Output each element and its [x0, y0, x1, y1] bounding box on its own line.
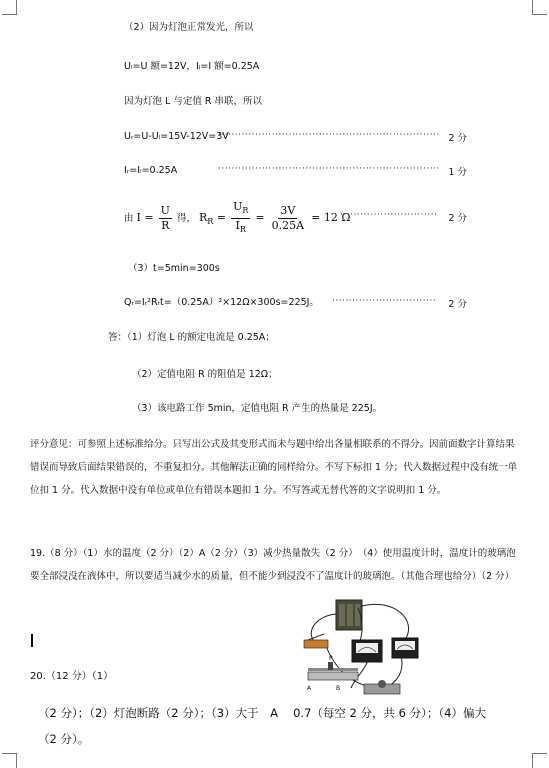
crop-mark-top-right	[532, 0, 547, 15]
text-line-ul: Uₗ=U 额=12V，Iₗ=I 额=0.25A	[124, 61, 260, 72]
text-line-time: （3）t=5min=300s	[128, 263, 220, 274]
formula-prefix: 由	[124, 213, 134, 225]
fraction-3v-over-025a	[270, 204, 306, 233]
text-line-ur: Uᵣ=U-Uₗ=15V-12V=3V	[124, 131, 229, 142]
formula-result: = 12 Ω	[311, 211, 351, 225]
fraction-ur-over-ir	[231, 200, 250, 237]
formula-rr: $R_R$ =	[199, 211, 227, 227]
leader-dots: ·····························	[340, 210, 438, 220]
grading-note: 评分意见：可参照上述标准给分。只写出公式及其变形式而未与题中给出各量相联系的不得分。因前面数字计算结果错误而导致后面结果错误的，不重复扣分。其他解法正确的同样给分。不写下标扣 1 分；代入数据过程中没有统一单位扣 1 分。代入数据中没有单位或单位有错误本题扣 1 分。不写答或无替代答的文字说明扣 1 分。	[30, 439, 518, 496]
formula-i: I =	[136, 211, 154, 225]
leader-dots: ·······························	[332, 296, 437, 306]
score-1: 1 分	[448, 167, 467, 178]
text-line-series: 因为灯泡 L 与定值 R 串联，所以	[124, 96, 262, 107]
formula-de: 得，	[176, 213, 196, 225]
question-20-label: 20.（12 分）（1）	[30, 671, 114, 682]
frac-den: 0.25A	[271, 219, 305, 233]
text-line-heat: Qᵣ=Iᵣ²Rᵣt=（0.25A）²×12Ω×300s=225J。	[124, 297, 319, 308]
text-line-2: （2）因为灯泡正常发光，所以	[124, 22, 254, 33]
score-2b: 2 分	[448, 213, 467, 224]
frac-den: R	[161, 219, 170, 233]
diagram-label-a: A	[307, 685, 312, 692]
frac-num: $U_R$	[231, 200, 250, 219]
crop-mark-bottom-right	[532, 753, 547, 768]
fraction-u-over-r	[159, 204, 172, 233]
answer-2: （2）定值电阻 R 的阻值是 12Ω；	[132, 369, 278, 380]
question-20-line-2: （2 分）；（2）灯泡断路（2 分）；（3）大于 A 0.7（每空 2 分，共 6 分）；（4）偏大	[38, 706, 486, 720]
text-cursor	[31, 634, 33, 647]
crop-mark-top-left	[2, 0, 17, 15]
question-20-line-3: （2 分）。	[38, 732, 90, 746]
diagram-label-b: B	[336, 685, 341, 692]
answer-3: （3）该电路工作 5min，定值电阻 R 产生的热量是 225J。	[132, 403, 383, 414]
text-line-ir: Iᵣ=Iₗ=0.25A	[124, 165, 178, 176]
frac-num: 3V	[280, 204, 296, 218]
answer-1: 答：（1）灯泡 L 的额定电流是 0.25A；	[108, 332, 275, 343]
question-19-answer: 19.（8 分）（1）水的温度（2 分）（2）A（2 分）（3）减少热量散失（2 分） （4）使用温度计时，温度计的玻璃泡要全部浸没在液体中，所以要适当减少水的质量，但不能少到浸没不了温度计的玻璃泡。（其他合理也给分）（2 分）	[30, 548, 516, 582]
circuit-diagram-image	[296, 596, 424, 704]
diagram-label-p: P	[329, 655, 333, 662]
leader-dots: ··································································	[218, 130, 440, 140]
score-2a: 2 分	[448, 133, 467, 144]
frac-num: U	[160, 204, 170, 218]
formula-line: 由 I = $\frac{U}{R}$ 得， $R_R$ = $\frac{U_R}{I_R}$ = $\frac{3V}{0.25A}$ = 12 Ω	[124, 200, 350, 238]
score-2c: 2 分	[448, 299, 467, 310]
leader-dots: ··································································	[218, 164, 440, 174]
frac-den: $I_R$	[235, 219, 246, 235]
crop-mark-bottom-left	[2, 753, 17, 768]
